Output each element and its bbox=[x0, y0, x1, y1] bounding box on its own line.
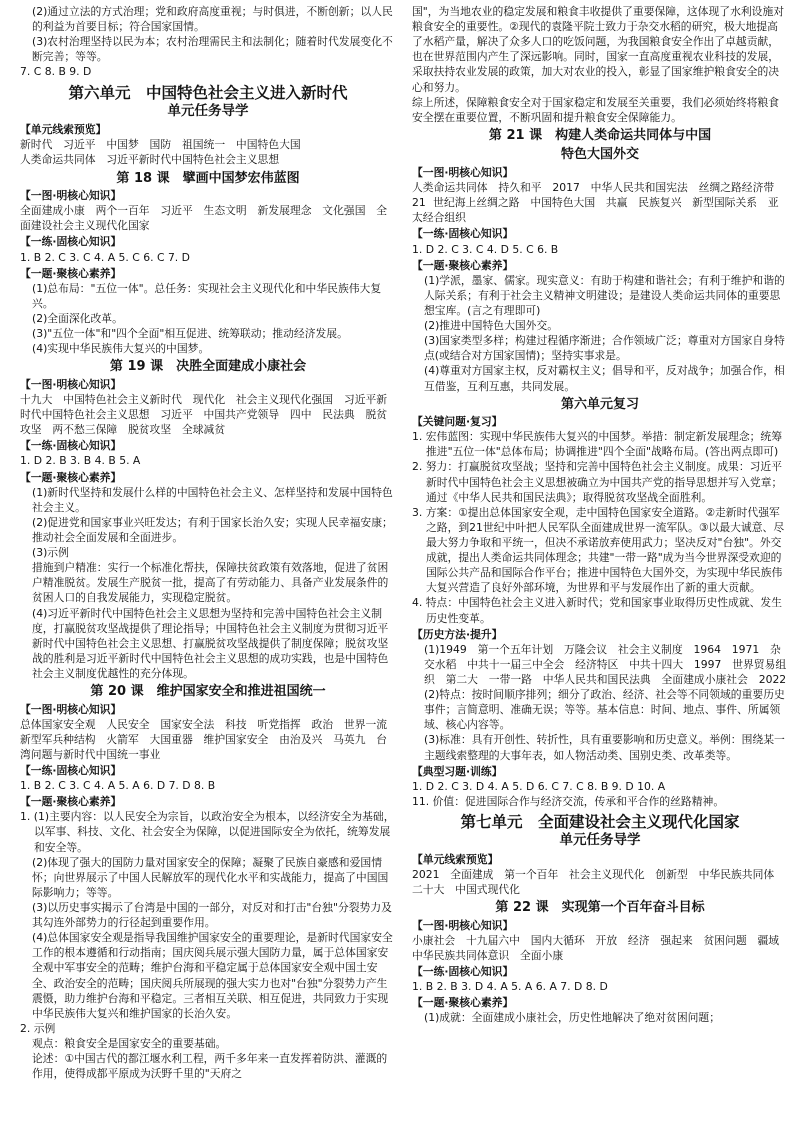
unit-6-review-title: 第六单元复习 bbox=[560, 396, 639, 412]
keyword-line: 人类命运共同体 持久和平 2017 中华人民共和国宪法 丝绸之路经济带 21 世纪海上丝绸之路 中国特色大国 共赢 民族复兴 新型国际关系 亚太经合组织 bbox=[412, 181, 785, 225]
section-heading: 【一图·明核心知识】 bbox=[20, 702, 122, 716]
lesson-22-title: 第 22 课 实现第一个百年奋斗目标 bbox=[495, 900, 705, 916]
answer-item: (2)推进中国特色大国外交。 bbox=[424, 319, 559, 333]
answer-item: 3. 方案：①提出总体国家安全观，走中国特色国家安全道路。②走新时代强军之路，到21世纪中叶把人民军队全面建成世界一流军队。③以最大诚意、尽最大努力争取和平统一，但决不承诺放弃使用武力；坚决反对"台独"。外交成就，提出人类命运共同体理念；共建"一带一路"成为当今世界深受欢迎的国际公共产品和国际合作平台；推进中国特色大国外交，为实现中华民族伟大复兴营造了良好外部环境，为世界和平与发展作出了新的重大贡献。 bbox=[412, 505, 785, 595]
answer-item: (4)习近平新时代中国特色社会主义思想为坚持和完善中国特色社会主义制度，打赢脱贫攻坚战提供了理论指导；中国特色社会主义制度为贯彻习近平新时代中国特色社会主义思想、打赢脱贫攻坚战提供了制度保障；脱贫攻坚战的胜利是习近平新时代中国特色社会主义思想的成功实践，也是中国特色社会主义制度优越性的充分体现。 bbox=[32, 606, 389, 680]
section-heading: 【一练·固核心知识】 bbox=[412, 227, 514, 241]
answer-item: (1)总布局："五位一体"。总任务：实现社会主义现代化和中华民族伟大复兴。 bbox=[32, 281, 382, 310]
answer-item: 论述：①中国古代的都江堰水利工程，两千多年来一直发挥着防洪、灌溉的作用，使得成都平原成为沃野千里的"天府之 bbox=[32, 1052, 388, 1081]
unit-6-title: 第六单元 中国特色社会主义进入新时代 bbox=[68, 83, 348, 102]
text-line: (3)农村治理坚持以民为本；农村治理需民主和法制化；随着时代发展变化不断完善；等等。 bbox=[32, 35, 393, 64]
left-column bbox=[20, 4, 396, 1132]
section-heading: 【一图·明核心知识】 bbox=[20, 189, 122, 203]
answer-item: (3)国家类型多样；构建过程循序渐进；合作领域广泛；尊重对方国家自身特点(或结合对方国家国情)；坚持实事求是。 bbox=[424, 334, 785, 363]
unit-6-subtitle: 单元任务导学 bbox=[167, 102, 249, 119]
answer-item: (3)以历史事实揭示了台湾是中国的一部分，对反对和打击"台独"分裂势力及其勾连外部势力的行径起到重要作用。 bbox=[32, 901, 392, 930]
section-heading: 【一练·固核心知识】 bbox=[20, 235, 122, 249]
keyword-line: 十九大 中国特色社会主义新时代 现代化 社会主义现代化强国 习近平新时代中国特色社会主义思想 习近平 中国共产党领导 四中 民法典 脱贫攻坚 两不愁三保障 脱贫攻坚 全球减贫 bbox=[20, 392, 388, 437]
unit-7-title: 第七单元 全面建设社会主义现代化国家 bbox=[460, 813, 740, 831]
answer-line: 7. C 8. B 9. D bbox=[20, 65, 92, 79]
answer-item: (1)成就：全面建成小康社会，历史性地解决了绝对贫困问题； bbox=[424, 1011, 721, 1025]
answer-item: 措施到户精准：实行一个标准化帮扶，保障扶贫政策有效落地，促进了贫困户精准脱贫。发展生产脱贫一批，提高了有劳动能力、具备产业发展条件的贫困人口的自我发展能力，实现稳定脱贫。 bbox=[32, 561, 389, 605]
section-heading: 【一图·明核心知识】 bbox=[412, 918, 514, 932]
text-line: 综上所述，保障粮食安全对于国家稳定和发展至关重要，我们必须始终将粮食安全摆在重要位置，不断巩固和提升粮食安全保障能力。 bbox=[412, 95, 780, 124]
answer-item: (4)实现中华民族伟大复兴的中国梦。 bbox=[32, 342, 210, 356]
answer-item: (4)尊重对方国家主权，反对霸权主义；倡导和平，反对战争；加强合作，相互借鉴，互利互惠，共同发展。 bbox=[424, 364, 785, 393]
keyword-line: 全面建成小康 两个一百年 习近平 生态文明 新发展理念 文化强国 全面建设社会主义现代化国家 bbox=[20, 204, 388, 233]
keyword-line: 人类命运共同体 习近平新时代中国特色社会主义思想 bbox=[20, 153, 280, 167]
answer-item: 2. 努力：打赢脱贫攻坚战；坚持和完善中国特色社会主义制度。成果：习近平新时代中国特色社会主义思想被确立为中国共产党的指导思想并写入党章；通过《中华人民共和国民法典》；取得脱贫攻坚战全面胜利。 bbox=[412, 460, 783, 504]
section-heading: 【一图·明核心知识】 bbox=[412, 165, 514, 179]
section-heading: 【单元线索预览】 bbox=[412, 852, 499, 866]
text-line: 国"，为当地农业的稳定发展和粮食丰收提供了重要保障，这体现了水利设施对粮食安全的重要性。②现代的袁隆平院士致力于杂交水稻的研究，极大地提高了水稻产量，解决了众多人口的吃饭问题，为我国粮食安全作出了卓越贡献，也在世界范围内产生了深远影响。同时，国家一直高度重视农业科技的发展，采取扶持农业发展的政策，加大对农业的投入，彰显了国家维护粮食安全的决心和努力。 bbox=[412, 5, 785, 94]
right-column bbox=[412, 4, 788, 1132]
answer-item: (2)体现了强大的国防力量对国家安全的保障；凝聚了民族自豪感和爱国情怀；向世界展示了中国人民解放军的现代化水平和实战能力，提高了中国国际影响力；等等。 bbox=[32, 855, 389, 899]
lesson-20-title: 第 20 课 维护国家安全和推进祖国统一 bbox=[90, 684, 326, 700]
section-heading: 【一图·明核心知识】 bbox=[20, 377, 122, 391]
section-heading: 【一题·聚核心素养】 bbox=[20, 470, 122, 484]
answer-item: (2)特点：按时间顺序排列；细分了政治、经济、社会等不同领域的重要历史事件；言简意明、准确无误；等等。基本信息：时间、地点、事件、所属领域、核心内容等。 bbox=[424, 688, 785, 732]
answer-item: 1. (1)主要内容：以人民安全为宗旨，以政治安全为根本，以经济安全为基础，以军事、科技、文化、社会安全为保障，以促进国际安全为依托，统筹发展和安全等。 bbox=[20, 810, 395, 854]
lesson-19-title: 第 19 课 决胜全面建成小康社会 bbox=[109, 359, 307, 375]
section-heading: 【一题·聚核心素养】 bbox=[412, 258, 514, 272]
section-heading: 【关键问题·复习】 bbox=[412, 415, 503, 429]
section-heading: 【一练·固核心知识】 bbox=[20, 439, 122, 453]
keyword-line: 新时代 习近平 中国梦 国防 祖国统一 中国特色大国 bbox=[20, 138, 301, 152]
section-heading: 【一练·固核心知识】 bbox=[412, 964, 514, 978]
keyword-line: 总体国家安全观 人民安全 国家安全法 科技 听党指挥 政治 世界一流 新型军兵种结构 火箭军 大国重器 维护国家安全 由治及兴 马英九 台湾问题与新时代中国统一事业 bbox=[20, 717, 398, 761]
answer-line: 1. D 2. C 3. D 4. A 5. D 6. C 7. C 8. B 9. D 10. A bbox=[412, 779, 666, 793]
answer-line: 1. B 2. B 3. D 4. A 5. A 6. A 7. D 8. D bbox=[412, 980, 608, 993]
answer-item: (1)新时代坚持和发展什么样的中国特色社会主义、怎样坚持和发展中国特色社会主义。 bbox=[32, 485, 393, 514]
section-heading: 【一题·聚核心素养】 bbox=[20, 795, 122, 809]
answer-line: 1. D 2. C 3. C 4. D 5. C 6. B bbox=[412, 242, 559, 256]
answer-item: 观点：粮食安全是国家安全的重要基础。 bbox=[32, 1037, 227, 1050]
section-heading: 【历史方法·提升】 bbox=[412, 627, 503, 641]
answer-item: 2. 示例 bbox=[20, 1021, 56, 1035]
lesson-21-title: 第 21 课 构建人类命运共同体与中国 bbox=[488, 127, 712, 143]
keyword-line: 小康社会 十九届六中 国内大循环 开放 经济 强起来 贫困问题 疆域 中华民族共同体意识 全面小康 bbox=[412, 933, 790, 962]
answer-item: (1)1949 第一个五年计划 万隆会议 社会主义制度 1964 1971 杂交水稻 中共十一届三中全会 经济特区 中共十四大 1997 世界贸易组织 第二大 一带一路 中华人民共和国民法典 全面建成小康社会 2022 bbox=[424, 642, 787, 687]
answer-line: 1. D 2. B 3. B 4. B 5. A bbox=[20, 454, 141, 468]
answer-item: 11. 价值：促进国际合作与经济交流，传承和平合作的丝路精神。 bbox=[412, 794, 725, 808]
section-heading: 【一题·聚核心素养】 bbox=[20, 266, 122, 280]
section-heading: 【一题·聚核心素养】 bbox=[412, 996, 514, 1010]
answer-item: (2)全面深化改革。 bbox=[32, 311, 123, 325]
answer-line: 1. B 2. C 3. C 4. A 5. C 6. C 7. D bbox=[20, 250, 190, 264]
lesson-18-title: 第 18 课 擘画中国梦宏伟蓝图 bbox=[116, 170, 300, 186]
answer-item: (3)示例 bbox=[32, 546, 69, 560]
answer-item: (4)总体国家安全观是指导我国维护国家安全的重要理论，是新时代国家安全工作的根本遵循和行动指南；国庆阅兵展示强大国防力量，属于总体国家安全观中军事安全的范畴；维护台海和平稳定属于总体国家安全观中国土安全、政治安全的范畴；国庆阅兵所展现的强大实力也对"台独"分裂势力产生震慑，助力维护台海和平稳定。三者相互关联、相互促进，共同致力于实现中华民族伟大复兴和维护国家的长治久安。 bbox=[32, 931, 393, 1020]
text-line: (2)通过立法的方式治理；党和政府高度重视；与时俱进，不断创新；以人民的利益为首要目标；符合国家国情。 bbox=[32, 5, 393, 34]
section-heading: 【单元线索预览】 bbox=[20, 123, 107, 137]
keyword-line: 2021 全面建成 第一个百年 社会主义现代化 创新型 中华民族共同体 二十大 中国式现代化 bbox=[412, 867, 785, 896]
section-heading: 【一练·固核心知识】 bbox=[20, 764, 122, 778]
section-heading: 【典型习题·训练】 bbox=[412, 764, 503, 778]
answer-line: 1. B 2. C 3. C 4. A 5. A 6. D 7. D 8. B bbox=[20, 779, 216, 793]
answer-item: (3)标准：具有开创性、转折性，具有重要影响和历史意义。举例：围绕某一主题线索整理的大事年表，如人物活动类、国别史类、改革类等。 bbox=[424, 733, 785, 762]
answer-item: (1)学派，墨家、儒家。现实意义：有助于构建和谐社会；有利于维护和谐的人际关系；有利于社会主义精神文明建设；是建设人类命运共同体的重要思想宝库。(言之有理即可) bbox=[424, 273, 785, 317]
answer-item: (3)"五位一体"和"四个全面"相互促进、统筹联动；推动经济发展。 bbox=[32, 327, 348, 341]
answer-item: 4. 特点：中国特色社会主义进入新时代；党和国家事业取得历史性成就、发生历史性变革。 bbox=[412, 596, 783, 625]
unit-7-subtitle: 单元任务导学 bbox=[559, 832, 641, 849]
answer-item: 1. 宏伟蓝图：实现中华民族伟大复兴的中国梦。举措：制定新发展理念；统筹推进"五位一体"总体布局；协调推进"四个全面"战略布局。(答出两点即可) bbox=[412, 430, 783, 459]
lesson-21-title-line2: 特色大国外交 bbox=[560, 147, 639, 163]
answer-item: (2)促进党和国家事业兴旺发达；有利于国家长治久安；实现人民幸福安康；推动社会全面发展和全面进步。 bbox=[32, 515, 393, 544]
